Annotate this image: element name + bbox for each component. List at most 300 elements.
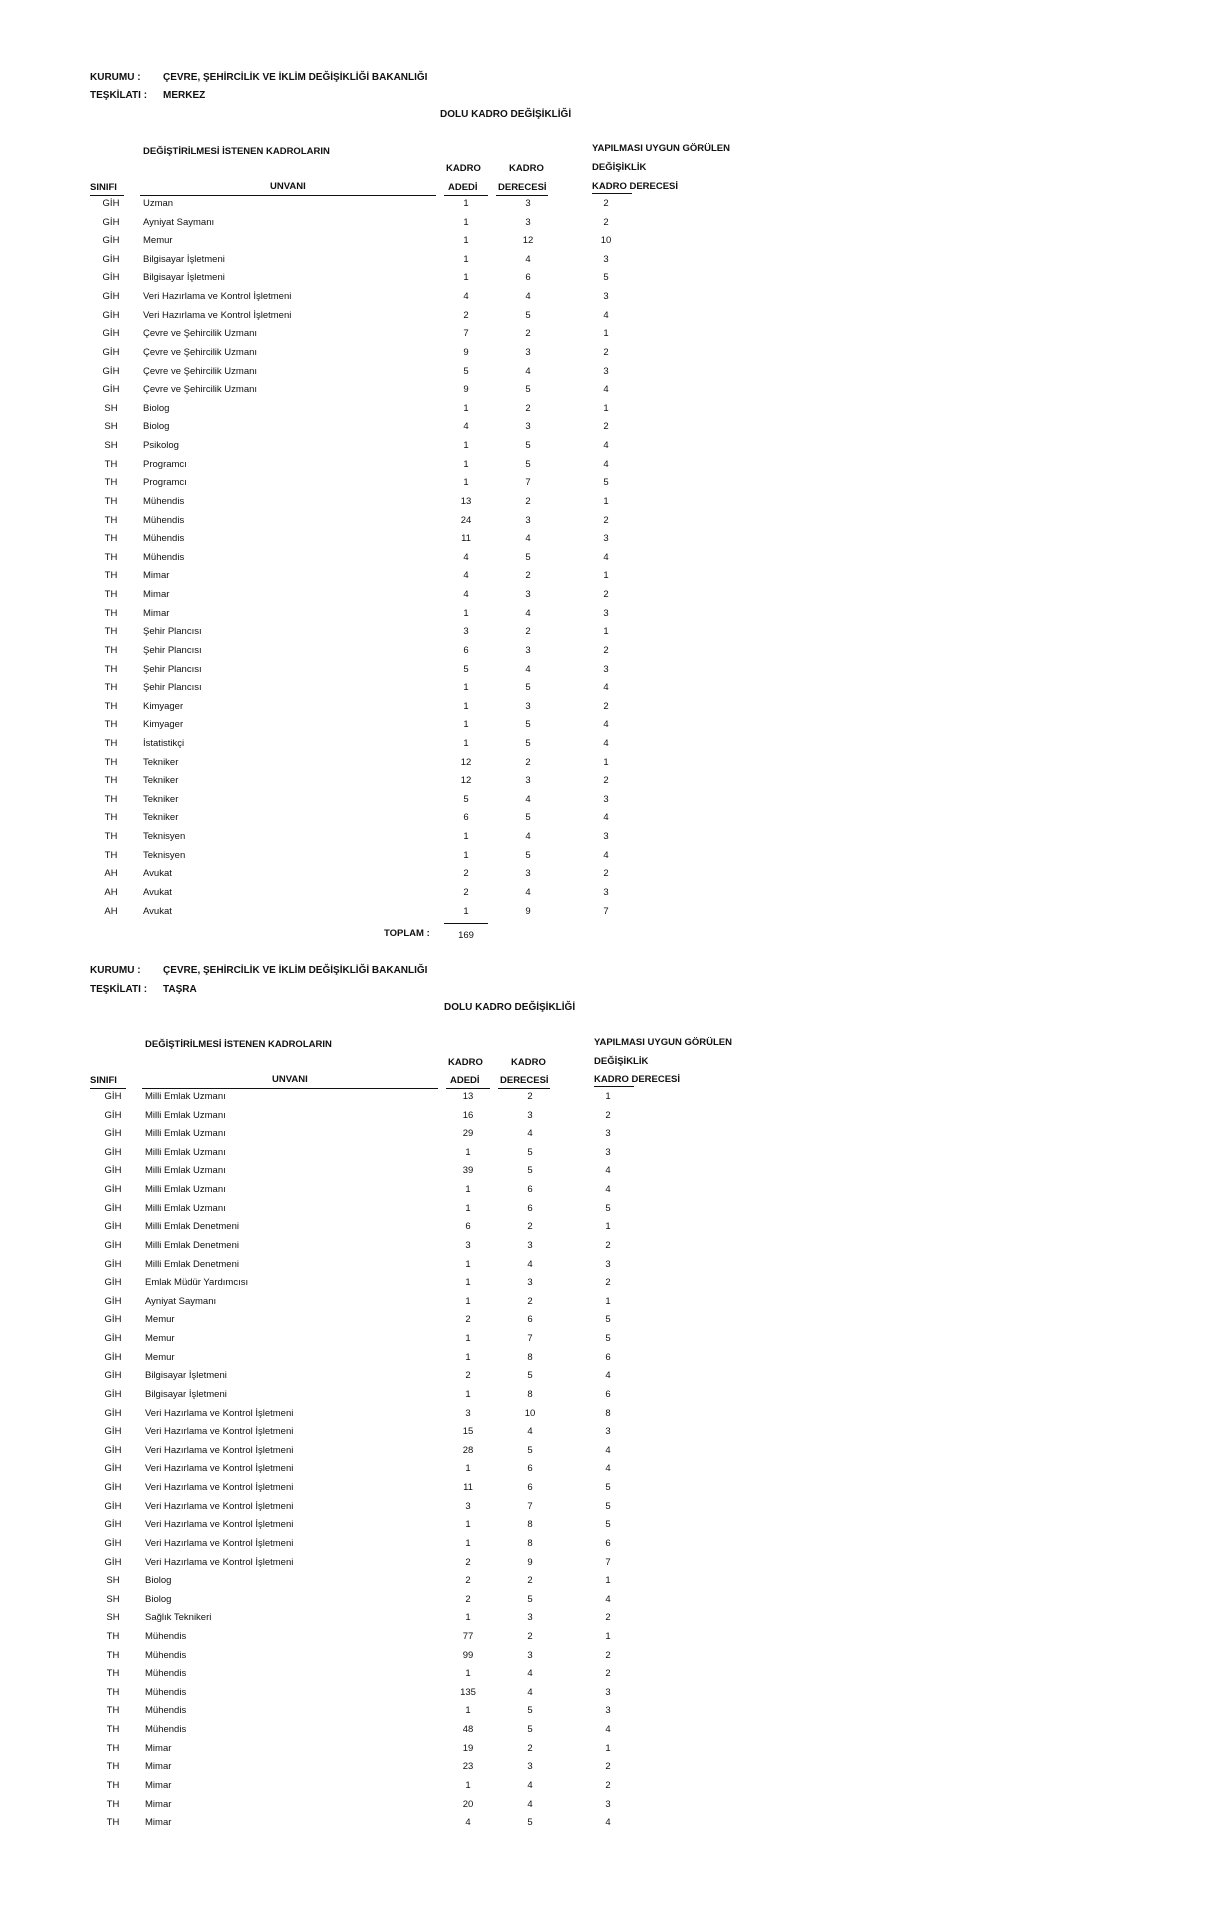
cell-yeni: 1 xyxy=(605,1295,611,1307)
cell-unvan: Biolog xyxy=(143,402,170,414)
cell-adet: 13 xyxy=(462,1091,474,1102)
cell-unvan: Milli Emlak Denetmeni xyxy=(145,1258,239,1270)
col-derece-header-1: KADRO xyxy=(509,163,544,174)
cell-adet: 4 xyxy=(463,421,469,433)
cell-unvan: Uzman xyxy=(143,198,174,209)
table-row xyxy=(0,719,1223,738)
cell-sinif: TH xyxy=(106,1724,120,1736)
cell-derece: 2 xyxy=(525,495,531,507)
cell-derece: 4 xyxy=(527,1128,533,1140)
table-row xyxy=(0,533,1223,552)
cell-derece: 5 xyxy=(525,309,531,321)
col-derece-header-2: DERECESİ xyxy=(500,1075,549,1086)
cell-adet: 1 xyxy=(463,216,469,228)
cell-adet: 11 xyxy=(461,533,471,545)
cell-yeni: 3 xyxy=(605,1705,611,1717)
cell-sinif: GİH xyxy=(102,272,120,284)
header-rule-derece xyxy=(498,1088,550,1089)
cell-unvan: Mühendis xyxy=(143,495,185,507)
table-row xyxy=(0,1165,1223,1184)
cell-adet: 6 xyxy=(463,812,469,824)
table-row xyxy=(0,1817,1223,1836)
cell-derece: 10 xyxy=(524,1407,536,1419)
cell-yeni: 5 xyxy=(605,1500,611,1512)
cell-derece: 5 xyxy=(527,1370,533,1382)
cell-yeni: 1 xyxy=(603,756,609,768)
cell-sinif: GİH xyxy=(104,1556,122,1568)
header-rule-sinif xyxy=(90,1088,126,1089)
cell-sinif: TH xyxy=(104,812,118,824)
cell-sinif: GİH xyxy=(102,235,120,247)
cell-adet: 4 xyxy=(463,291,469,303)
cell-unvan: Çevre ve Şehircilik Uzmanı xyxy=(143,365,258,377)
cell-derece: 9 xyxy=(527,1556,533,1568)
table-row xyxy=(0,1743,1223,1762)
cell-adet: 2 xyxy=(465,1370,471,1382)
cell-unvan: Emlak Müdür Yardımcısı xyxy=(145,1277,249,1289)
cell-yeni: 4 xyxy=(603,849,609,861)
cell-yeni: 1 xyxy=(603,495,609,507)
cell-unvan: Mimar xyxy=(145,1761,172,1773)
col-adet-header-1: KADRO xyxy=(446,163,481,174)
cell-sinif: GİH xyxy=(102,198,120,209)
cell-yeni: 3 xyxy=(603,793,609,805)
cell-yeni: 3 xyxy=(603,607,609,619)
cell-unvan: Milli Emlak Uzmanı xyxy=(145,1091,226,1102)
cell-sinif: GİH xyxy=(104,1407,122,1419)
cell-sinif: GİH xyxy=(104,1091,122,1102)
cell-adet: 28 xyxy=(462,1444,474,1456)
cell-yeni: 5 xyxy=(603,272,609,284)
cell-yeni: 4 xyxy=(605,1165,611,1177)
cell-adet: 135 xyxy=(460,1686,476,1698)
header-rule-adet xyxy=(446,1088,490,1089)
cell-derece: 6 xyxy=(527,1314,533,1326)
cell-unvan: Memur xyxy=(143,235,173,247)
table-row xyxy=(0,664,1223,683)
cell-yeni: 4 xyxy=(603,384,609,396)
cell-derece: 4 xyxy=(525,607,531,619)
table-row xyxy=(0,1389,1223,1408)
cell-unvan: Milli Emlak Uzmanı xyxy=(145,1146,226,1158)
cell-sinif: GİH xyxy=(104,1388,122,1400)
cell-sinif: GİH xyxy=(104,1500,122,1512)
cell-unvan: Mimar xyxy=(143,607,170,619)
table-row xyxy=(0,1370,1223,1389)
cell-sinif: GİH xyxy=(102,291,120,303)
document-title: DOLU KADRO DEĞİŞİKLİĞİ xyxy=(440,109,572,120)
cell-yeni: 1 xyxy=(605,1221,611,1233)
header-rule-adet xyxy=(444,195,488,196)
header-rule-yeni xyxy=(594,1086,634,1087)
cell-derece: 8 xyxy=(527,1388,533,1400)
cell-unvan: Memur xyxy=(145,1314,175,1326)
cell-derece: 9 xyxy=(525,905,531,917)
table-row xyxy=(0,1538,1223,1557)
table-row xyxy=(0,515,1223,534)
cell-yeni: 6 xyxy=(605,1537,611,1549)
cell-unvan: Şehir Plancısı xyxy=(143,682,202,694)
cell-adet: 4 xyxy=(463,551,469,563)
cell-unvan: Mühendis xyxy=(145,1649,187,1661)
cell-sinif: TH xyxy=(106,1742,120,1754)
cell-derece: 6 xyxy=(527,1463,533,1475)
col-derece-header-2: DERECESİ xyxy=(498,182,547,193)
table-row xyxy=(0,794,1223,813)
group-right-header-2: DEĞİŞİKLİK xyxy=(594,1056,649,1067)
table-row xyxy=(0,1519,1223,1538)
teskilati-label: TEŞKİLATI : xyxy=(90,984,148,995)
cell-unvan: Bilgisayar İşletmeni xyxy=(143,272,225,284)
cell-derece: 8 xyxy=(527,1351,533,1363)
kurumu-label: KURUMU : xyxy=(90,72,141,83)
cell-yeni: 5 xyxy=(605,1202,611,1214)
cell-derece: 2 xyxy=(527,1295,533,1307)
cell-sinif: TH xyxy=(104,700,118,712)
cell-unvan: Memur xyxy=(145,1333,175,1345)
cell-adet: 1 xyxy=(465,1146,471,1158)
cell-sinif: SH xyxy=(104,402,118,414)
cell-yeni: 4 xyxy=(603,440,609,452)
cell-yeni: 2 xyxy=(605,1277,611,1289)
cell-yeni: 1 xyxy=(603,328,609,340)
table-row xyxy=(0,1128,1223,1147)
cell-adet: 24 xyxy=(460,514,472,526)
cell-adet: 2 xyxy=(463,868,469,880)
cell-derece: 2 xyxy=(525,626,531,638)
cell-yeni: 6 xyxy=(605,1351,611,1363)
cell-yeni: 4 xyxy=(605,1724,611,1736)
cell-sinif: TH xyxy=(104,719,118,731)
cell-sinif: TH xyxy=(104,644,118,656)
cell-yeni: 4 xyxy=(603,682,609,694)
cell-sinif: TH xyxy=(106,1817,120,1829)
table-row xyxy=(0,1091,1223,1110)
cell-adet: 12 xyxy=(460,775,472,787)
col-unvan-header: UNVANI xyxy=(270,181,306,192)
header-rule-sinif xyxy=(90,195,124,196)
cell-adet: 9 xyxy=(463,346,469,358)
cell-yeni: 1 xyxy=(603,570,609,582)
cell-unvan: Mühendis xyxy=(143,514,185,526)
cell-derece: 3 xyxy=(527,1109,533,1121)
cell-derece: 5 xyxy=(525,737,531,749)
cell-yeni: 4 xyxy=(605,1463,611,1475)
cell-sinif: GİH xyxy=(104,1295,122,1307)
cell-sinif: TH xyxy=(104,570,118,582)
cell-adet: 1 xyxy=(463,607,469,619)
cell-unvan: Veri Hazırlama ve Kontrol İşletmeni xyxy=(143,309,292,321)
table-row xyxy=(0,645,1223,664)
cell-sinif: TH xyxy=(104,831,118,843)
cell-sinif: GİH xyxy=(104,1202,122,1214)
cell-adet: 9 xyxy=(463,384,469,396)
cell-sinif: SH xyxy=(106,1612,120,1624)
cell-yeni: 4 xyxy=(605,1184,611,1196)
cell-unvan: Mühendis xyxy=(145,1686,187,1698)
cell-adet: 7 xyxy=(463,328,469,340)
cell-derece: 5 xyxy=(525,458,531,470)
cell-unvan: Programcı xyxy=(143,477,187,489)
cell-derece: 3 xyxy=(525,775,531,787)
cell-unvan: Avukat xyxy=(143,905,172,917)
cell-adet: 1 xyxy=(465,1295,471,1307)
cell-yeni: 2 xyxy=(605,1612,611,1624)
cell-adet: 1 xyxy=(463,905,469,917)
group-left-header: DEĞİŞTİRİLMESİ İSTENEN KADROLARIN xyxy=(143,146,330,157)
cell-sinif: GİH xyxy=(104,1426,122,1438)
cell-sinif: GİH xyxy=(104,1370,122,1382)
cell-sinif: GİH xyxy=(104,1239,122,1251)
cell-adet: 12 xyxy=(460,756,472,768)
table-row xyxy=(0,812,1223,831)
cell-unvan: Bilgisayar İşletmeni xyxy=(145,1370,227,1382)
cell-yeni: 3 xyxy=(603,886,609,898)
cell-sinif: TH xyxy=(104,682,118,694)
total-value: 169 xyxy=(458,930,474,941)
col-derece-header-1: KADRO xyxy=(511,1057,546,1068)
cell-yeni: 5 xyxy=(603,477,609,489)
cell-yeni: 2 xyxy=(605,1239,611,1251)
cell-yeni: 1 xyxy=(605,1091,611,1102)
cell-derece: 2 xyxy=(527,1742,533,1754)
cell-yeni: 2 xyxy=(605,1649,611,1661)
cell-sinif: TH xyxy=(104,514,118,526)
cell-unvan: Şehir Plancısı xyxy=(143,626,202,638)
table-row xyxy=(0,1761,1223,1780)
cell-adet: 1 xyxy=(463,849,469,861)
cell-yeni: 2 xyxy=(603,868,609,880)
col-yeni-header: KADRO DERECESİ xyxy=(594,1074,681,1085)
cell-adet: 1 xyxy=(465,1184,471,1196)
cell-derece: 4 xyxy=(525,663,531,675)
cell-yeni: 7 xyxy=(605,1556,611,1568)
cell-derece: 3 xyxy=(525,514,531,526)
cell-unvan: Milli Emlak Uzmanı xyxy=(145,1165,226,1177)
table-row xyxy=(0,1203,1223,1222)
cell-adet: 1 xyxy=(463,737,469,749)
kurumu-label: KURUMU : xyxy=(90,965,141,976)
table-row xyxy=(0,1408,1223,1427)
table-row xyxy=(0,570,1223,589)
cell-sinif: SH xyxy=(104,440,118,452)
cell-sinif: GİH xyxy=(102,384,120,396)
col-adet-header-1: KADRO xyxy=(448,1057,483,1068)
cell-derece: 3 xyxy=(527,1277,533,1289)
cell-unvan: Biolog xyxy=(145,1575,172,1587)
cell-sinif: TH xyxy=(104,756,118,768)
kurumu-value: ÇEVRE, ŞEHİRCİLİK VE İKLİM DEĞİŞİKLİĞİ BAKANLIĞI xyxy=(163,72,428,83)
cell-sinif: GİH xyxy=(104,1165,122,1177)
table-row xyxy=(0,589,1223,608)
cell-unvan: Bilgisayar İşletmeni xyxy=(143,253,225,265)
cell-unvan: Mühendis xyxy=(143,551,185,563)
cell-derece: 3 xyxy=(525,589,531,601)
cell-sinif: AH xyxy=(104,905,118,917)
cell-yeni: 4 xyxy=(603,551,609,563)
cell-sinif: TH xyxy=(104,663,118,675)
cell-unvan: Veri Hazırlama ve Kontrol İşletmeni xyxy=(145,1556,294,1568)
cell-sinif: GİH xyxy=(104,1221,122,1233)
cell-unvan: Mühendis xyxy=(145,1724,187,1736)
cell-unvan: Milli Emlak Uzmanı xyxy=(145,1202,226,1214)
cell-adet: 4 xyxy=(463,589,469,601)
header-rule-derece xyxy=(496,195,548,196)
cell-yeni: 5 xyxy=(605,1333,611,1345)
cell-adet: 11 xyxy=(463,1482,473,1494)
cell-sinif: SH xyxy=(106,1575,120,1587)
table-row xyxy=(0,1426,1223,1445)
cell-adet: 1 xyxy=(463,458,469,470)
cell-adet: 1 xyxy=(465,1351,471,1363)
cell-adet: 2 xyxy=(465,1556,471,1568)
cell-sinif: TH xyxy=(104,589,118,601)
cell-yeni: 1 xyxy=(605,1575,611,1587)
cell-sinif: GİH xyxy=(104,1277,122,1289)
cell-unvan: Kimyager xyxy=(143,700,184,712)
cell-sinif: GİH xyxy=(102,216,120,228)
cell-sinif: GİH xyxy=(104,1463,122,1475)
cell-adet: 1 xyxy=(463,682,469,694)
table-row xyxy=(0,235,1223,254)
cell-unvan: Veri Hazırlama ve Kontrol İşletmeni xyxy=(145,1500,294,1512)
cell-adet: 2 xyxy=(465,1314,471,1326)
table-row xyxy=(0,1110,1223,1129)
cell-sinif: TH xyxy=(106,1779,120,1791)
cell-yeni: 5 xyxy=(605,1519,611,1531)
cell-derece: 6 xyxy=(525,272,531,284)
cell-unvan: Psikolog xyxy=(143,440,179,452)
cell-adet: 1 xyxy=(465,1779,471,1791)
cell-derece: 5 xyxy=(527,1705,533,1717)
table-row xyxy=(0,440,1223,459)
cell-adet: 1 xyxy=(463,477,469,489)
cell-yeni: 2 xyxy=(603,346,609,358)
cell-unvan: Milli Emlak Uzmanı xyxy=(145,1128,226,1140)
group-left-header: DEĞİŞTİRİLMESİ İSTENEN KADROLARIN xyxy=(145,1039,332,1050)
cell-unvan: Veri Hazırlama ve Kontrol İşletmeni xyxy=(145,1407,294,1419)
table-row xyxy=(0,775,1223,794)
teskilati-value: MERKEZ xyxy=(163,90,206,101)
cell-derece: 3 xyxy=(525,868,531,880)
cell-unvan: Programcı xyxy=(143,458,187,470)
cell-yeni: 4 xyxy=(605,1444,611,1456)
cell-adet: 6 xyxy=(465,1221,471,1233)
cell-yeni: 2 xyxy=(605,1109,611,1121)
cell-adet: 1 xyxy=(465,1519,471,1531)
cell-adet: 20 xyxy=(462,1798,474,1810)
cell-yeni: 1 xyxy=(605,1742,611,1754)
table-row xyxy=(0,347,1223,366)
cell-adet: 3 xyxy=(465,1407,471,1419)
header-rule-unvan xyxy=(142,1088,438,1089)
cell-sinif: TH xyxy=(106,1761,120,1773)
cell-adet: 2 xyxy=(465,1575,471,1587)
table-row xyxy=(0,1557,1223,1576)
total-label: TOPLAM : xyxy=(384,928,430,939)
table-row xyxy=(0,1612,1223,1631)
cell-derece: 5 xyxy=(527,1724,533,1736)
cell-adet: 13 xyxy=(460,495,472,507)
cell-yeni: 2 xyxy=(603,700,609,712)
table-row xyxy=(0,328,1223,347)
table-row xyxy=(0,366,1223,385)
cell-sinif: TH xyxy=(106,1668,120,1680)
cell-adet: 5 xyxy=(463,793,469,805)
cell-adet: 1 xyxy=(465,1202,471,1214)
cell-adet: 15 xyxy=(462,1426,474,1438)
cell-sinif: SH xyxy=(106,1593,120,1605)
cell-sinif: GİH xyxy=(102,309,120,321)
cell-adet: 5 xyxy=(463,663,469,675)
cell-yeni: 3 xyxy=(605,1258,611,1270)
cell-sinif: GİH xyxy=(104,1314,122,1326)
table-row xyxy=(0,1147,1223,1166)
cell-adet: 48 xyxy=(462,1724,474,1736)
table-row xyxy=(0,1650,1223,1669)
table-row xyxy=(0,1314,1223,1333)
cell-sinif: GİH xyxy=(104,1482,122,1494)
table-row xyxy=(0,291,1223,310)
table-row xyxy=(0,217,1223,236)
cell-sinif: GİH xyxy=(104,1519,122,1531)
table-row xyxy=(0,1724,1223,1743)
group-right-header-1: YAPILMASI UYGUN GÖRÜLEN xyxy=(592,143,730,154)
cell-unvan: Çevre ve Şehircilik Uzmanı xyxy=(143,384,258,396)
cell-adet: 5 xyxy=(463,365,469,377)
cell-adet: 19 xyxy=(462,1742,474,1754)
col-adet-header-2: ADEDİ xyxy=(448,182,478,193)
table-row xyxy=(0,421,1223,440)
cell-sinif: GİH xyxy=(104,1258,122,1270)
cell-unvan: Bilgisayar İşletmeni xyxy=(145,1388,227,1400)
table-row xyxy=(0,272,1223,291)
cell-derece: 4 xyxy=(527,1258,533,1270)
cell-yeni: 4 xyxy=(603,737,609,749)
cell-derece: 4 xyxy=(525,831,531,843)
table-row xyxy=(0,701,1223,720)
cell-unvan: Biolog xyxy=(145,1593,172,1605)
cell-unvan: Veri Hazırlama ve Kontrol İşletmeni xyxy=(145,1537,294,1549)
cell-yeni: 2 xyxy=(603,589,609,601)
cell-yeni: 4 xyxy=(605,1593,611,1605)
cell-derece: 5 xyxy=(527,1146,533,1158)
cell-sinif: GİH xyxy=(104,1128,122,1140)
cell-yeni: 4 xyxy=(605,1817,611,1829)
cell-yeni: 4 xyxy=(603,719,609,731)
cell-unvan: Tekniker xyxy=(143,812,179,824)
teskilati-label: TEŞKİLATI : xyxy=(90,90,148,101)
table-row xyxy=(0,608,1223,627)
cell-unvan: Mühendis xyxy=(143,533,185,545)
cell-derece: 5 xyxy=(525,551,531,563)
cell-sinif: TH xyxy=(104,551,118,563)
cell-sinif: TH xyxy=(104,533,118,545)
cell-yeni: 2 xyxy=(605,1779,611,1791)
table-row xyxy=(0,1705,1223,1724)
cell-yeni: 2 xyxy=(603,644,609,656)
table-row xyxy=(0,1631,1223,1650)
cell-adet: 1 xyxy=(465,1705,471,1717)
table-row xyxy=(0,459,1223,478)
col-yeni-header: KADRO DERECESİ xyxy=(592,181,679,192)
total-rule xyxy=(444,923,488,924)
cell-sinif: GİH xyxy=(102,253,120,265)
cell-sinif: TH xyxy=(104,607,118,619)
cell-yeni: 2 xyxy=(605,1668,611,1680)
cell-unvan: Mimar xyxy=(143,589,170,601)
cell-unvan: Memur xyxy=(145,1351,175,1363)
